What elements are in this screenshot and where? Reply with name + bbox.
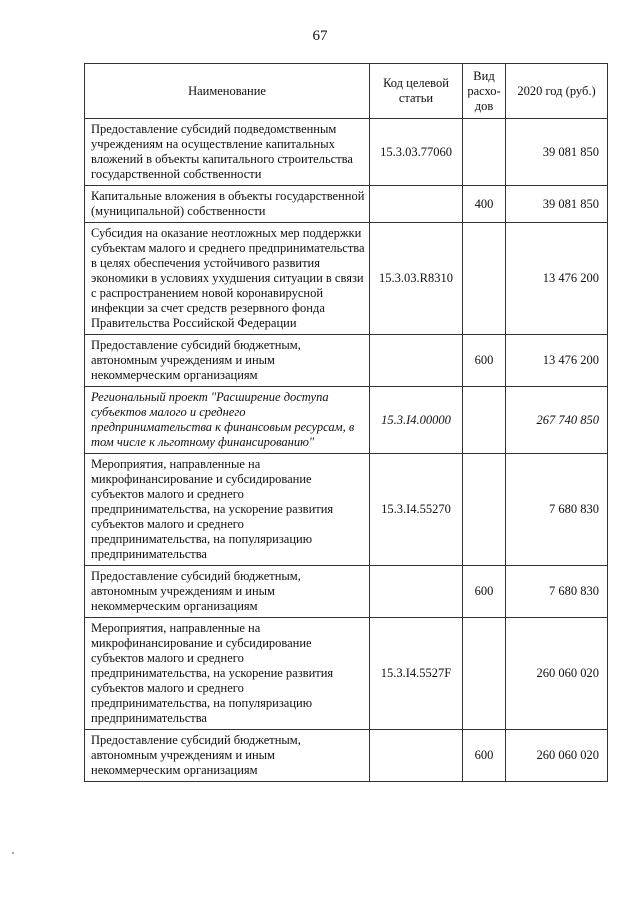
cell-code: 15.3.I4.5527F bbox=[370, 618, 463, 730]
header-sum: 2020 год (руб.) bbox=[506, 64, 608, 119]
cell-name: Субсидия на оказание неотложных мер поддержки субъектам малого и среднего предпринимательства в целях обеспечения устойчивого развития экономики в условиях ухудшения ситуации в связи с распространением новой коронавирусной инфекции за счет средств резервного фонда Правительства Российской Федерации bbox=[85, 223, 370, 335]
cell-sum: 7 680 830 bbox=[506, 566, 608, 618]
cell-sum: 260 060 020 bbox=[506, 618, 608, 730]
header-code: Код целевой статьи bbox=[370, 64, 463, 119]
cell-name: Мероприятия, направленные на микрофинансирование и субсидирование субъектов малого и среднего предпринимательства, на ускорение развития субъектов малого и среднего предпринимательства, на популяризацию предпринимательства bbox=[85, 454, 370, 566]
cell-vid: 400 bbox=[463, 186, 506, 223]
cell-code bbox=[370, 186, 463, 223]
cell-name: Капитальные вложения в объекты государственной (муниципальной) собственности bbox=[85, 186, 370, 223]
cell-vid: 600 bbox=[463, 335, 506, 387]
table-row bbox=[85, 119, 608, 186]
cell-name: Предоставление субсидий бюджетным, автономным учреждениям и иным некоммерческим организациям bbox=[85, 566, 370, 618]
cell-vid bbox=[463, 223, 506, 335]
cell-code bbox=[370, 566, 463, 618]
cell-vid bbox=[463, 618, 506, 730]
header-vid: Вид расхо-дов bbox=[463, 64, 506, 119]
table-row bbox=[85, 566, 608, 618]
table-body bbox=[85, 119, 608, 782]
cell-vid bbox=[463, 454, 506, 566]
cell-vid bbox=[463, 119, 506, 186]
cell-sum: 7 680 830 bbox=[506, 454, 608, 566]
scan-dot bbox=[12, 852, 14, 854]
cell-name: Мероприятия, направленные на микрофинансирование и субсидирование субъектов малого и среднего предпринимательства, на ускорение развития субъектов малого и среднего предпринимательства, на популяризацию предпринимательства bbox=[85, 618, 370, 730]
cell-code: 15.3.03.R8310 bbox=[370, 223, 463, 335]
cell-code: 15.3.03.77060 bbox=[370, 119, 463, 186]
cell-code bbox=[370, 730, 463, 782]
cell-sum: 13 476 200 bbox=[506, 335, 608, 387]
header-name: Наименование bbox=[85, 64, 370, 119]
table-row bbox=[85, 730, 608, 782]
cell-name: Предоставление субсидий подведомственным учреждениям на осуществление капитальных вложений в объекты капитального строительства государственной собственности bbox=[85, 119, 370, 186]
table-row bbox=[85, 454, 608, 566]
cell-sum: 260 060 020 bbox=[506, 730, 608, 782]
cell-name: Предоставление субсидий бюджетным, автономным учреждениям и иным некоммерческим организациям bbox=[85, 335, 370, 387]
table-header-row bbox=[85, 64, 608, 119]
cell-code: 15.3.I4.55270 bbox=[370, 454, 463, 566]
cell-code bbox=[370, 335, 463, 387]
cell-vid bbox=[463, 387, 506, 454]
table-row bbox=[85, 387, 608, 454]
table-row bbox=[85, 186, 608, 223]
cell-sum: 13 476 200 bbox=[506, 223, 608, 335]
cell-vid: 600 bbox=[463, 566, 506, 618]
table-row bbox=[85, 335, 608, 387]
cell-sum: 39 081 850 bbox=[506, 119, 608, 186]
cell-name: Региональный проект "Расширение доступа субъектов малого и среднего предпринимательства к финансовым ресурсам, в том числе к льготному финансированию" bbox=[85, 387, 370, 454]
page-number: 67 bbox=[312, 28, 328, 44]
table-row bbox=[85, 618, 608, 730]
cell-code: 15.3.I4.00000 bbox=[370, 387, 463, 454]
cell-sum: 39 081 850 bbox=[506, 186, 608, 223]
cell-sum: 267 740 850 bbox=[506, 387, 608, 454]
budget-table bbox=[84, 63, 608, 782]
cell-vid: 600 bbox=[463, 730, 506, 782]
table-row bbox=[85, 223, 608, 335]
cell-name: Предоставление субсидий бюджетным, автономным учреждениям и иным некоммерческим организациям bbox=[85, 730, 370, 782]
